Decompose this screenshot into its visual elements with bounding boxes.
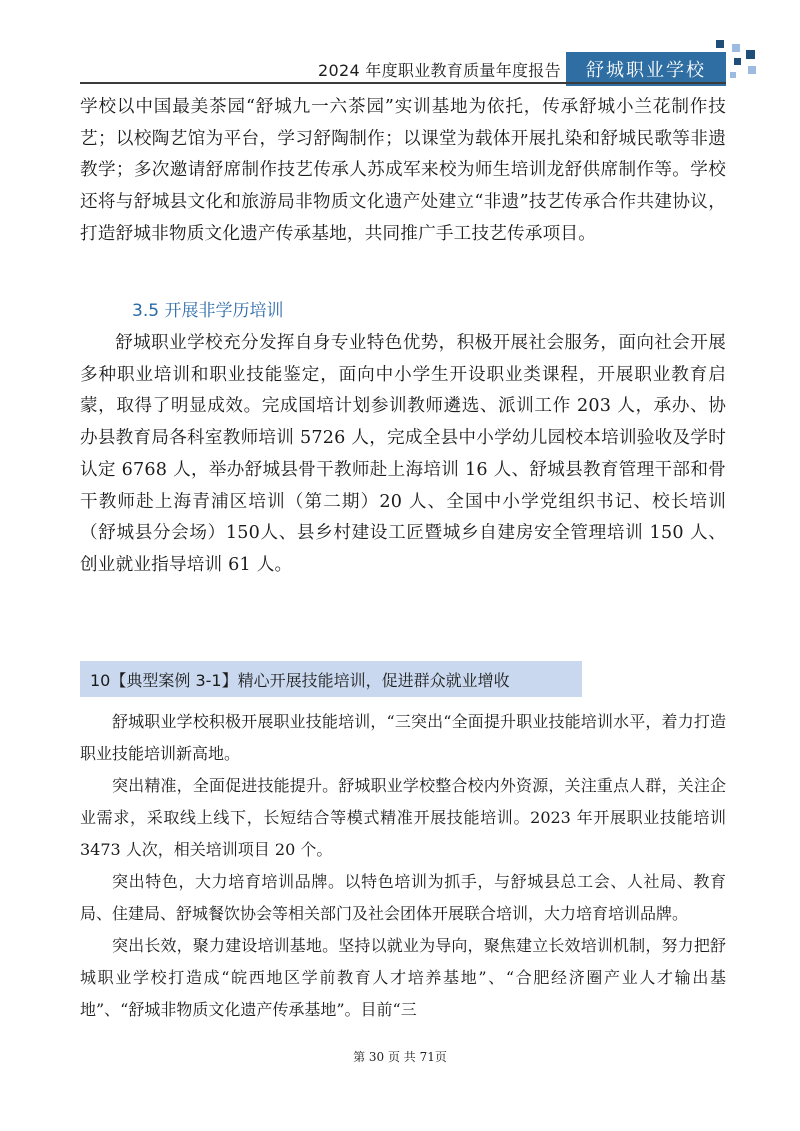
case-paragraph-2: 突出精准，全面促进技能提升。舒城职业学校整合校内外资源，关注重点人群，关注企业需求，采取线上线下，长短结合等模式精准开展技能培训。2023 年开展职业技能培训 3473 人次，相关培训项目 20 个。	[80, 776, 726, 859]
section-paragraph: 舒城职业学校充分发挥自身专业特色优势，积极开展社会服务，面向社会开展多种职业培训和职业技能鉴定，面向中小学生开设职业类课程，开展职业教育启蒙，取得了明显成效。完成国培计划参训教师遴选、派训工作 203 人，承办、协办县教育局各科室教师培训 5726 人，完成全县中小学幼儿园校本培训验收及学时认定 6768 人，举办舒城县骨干教师赴上海培训 16 人、舒城县教育管理干部和骨干教师赴上海青浦区培训（第二期）20 人、全国中小学党组织书记、校长培训（舒城县分会场）150人、县乡村建设工匠暨城乡自建房安全管理培训 150 人、创业就业指导培训 61 人。	[80, 333, 726, 575]
school-badge: 舒城职业学校	[566, 52, 726, 86]
page-number: 第 30 页 共 71页	[353, 1050, 447, 1064]
section-heading: 3.5 开展非学历培训	[132, 301, 284, 321]
case-paragraph-3: 突出特色，大力培育培训品牌。以特色培训为抓手，与舒城县总工会、人社局、教育局、住建局、舒城餐饮协会等相关部门及社会团体开展联合培训，大力培育培训品牌。	[80, 872, 726, 923]
report-title: 2024 年度职业教育质量年度报告	[318, 61, 561, 80]
header-decoration-icon	[712, 40, 760, 86]
case-paragraph-1: 舒城职业学校积极开展职业技能培训，“三突出“全面提升职业技能培训水平，着力打造职业技能培训新高地。	[80, 712, 726, 763]
header-divider	[80, 82, 726, 84]
case-banner: 10【典型案例 3-1】精心开展技能培训，促进群众就业增收	[80, 661, 582, 697]
intro-paragraph: 学校以中国最美茶园“舒城九一六茶园”实训基地为依托，传承舒城小兰花制作技艺；以校陶艺馆为平台，学习舒陶制作；以课堂为载体开展扎染和舒城民歌等非遗教学；多次邀请舒席制作技艺传承人苏成军来校为师生培训龙舒供席制作等。学校还将与舒城县文化和旅游局非物质文化遗产处建立“非遗”技艺传承合作共建协议，打造舒城非物质文化遗产传承基地，共同推广手工技艺传承项目。	[80, 97, 726, 244]
case-paragraph-4: 突出长效，聚力建设培训基地。坚持以就业为导向，聚焦建立长效培训机制，努力把舒城职业学校打造成“皖西地区学前教育人才培养基地”、“合肥经济圈产业人才输出基地”、“舒城非物质文化遗产传承基地”。目前“三	[80, 936, 726, 1019]
